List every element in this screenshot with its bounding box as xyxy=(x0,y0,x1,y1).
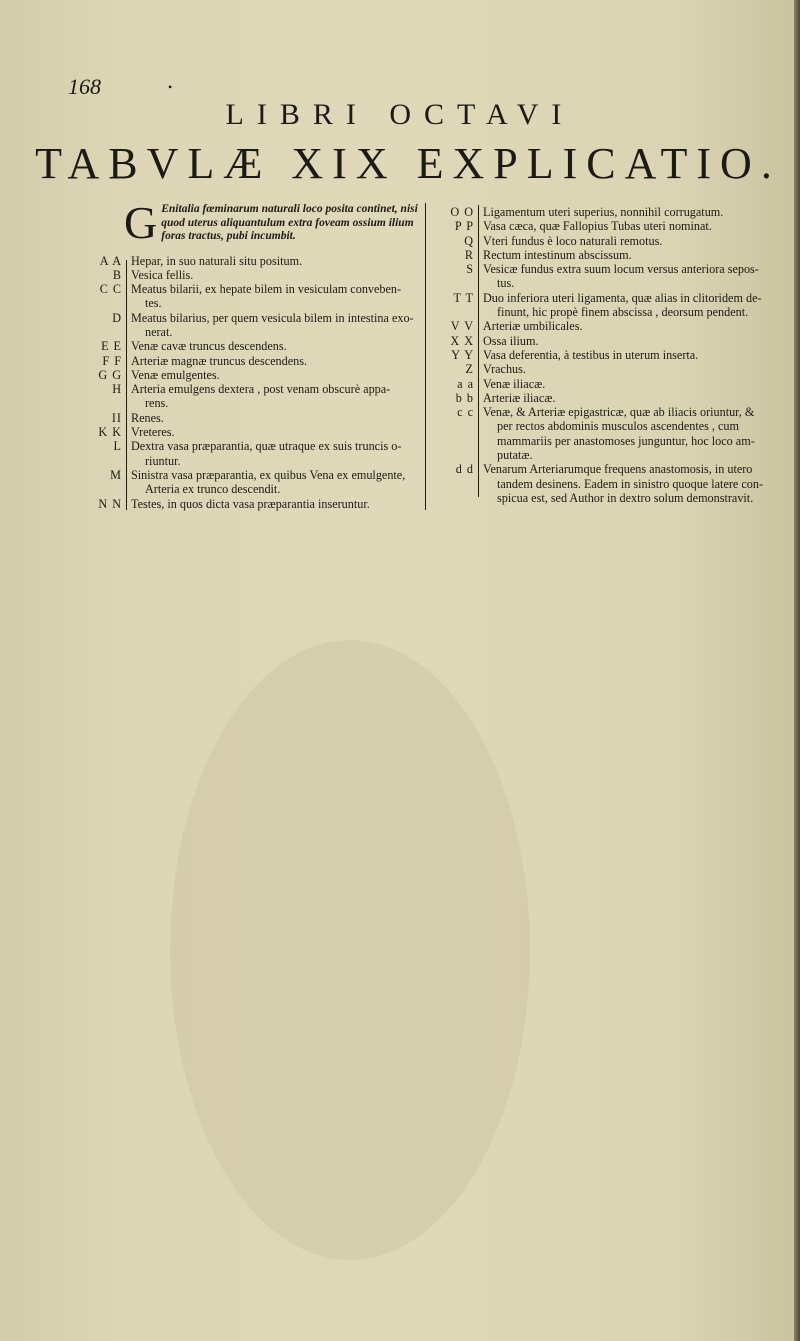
legend-entry xyxy=(432,391,772,405)
legend-key: Z xyxy=(465,362,474,377)
legend-line: Rectum intestinum abscissum. xyxy=(483,247,632,262)
legend-text xyxy=(127,354,426,368)
show-through-blot xyxy=(170,640,530,1260)
drop-cap: G xyxy=(124,197,158,248)
legend-line: Renes. xyxy=(131,410,164,425)
legend-key: T T xyxy=(453,290,474,305)
table-title: TABVLÆ XIX EXPLICATIO. xyxy=(35,139,781,188)
legend-text xyxy=(479,248,772,262)
legend-text xyxy=(127,425,426,439)
legend-line: Meatus bilarius, per quem vesicula bilem in intestina exo- xyxy=(131,310,414,325)
legend-line: Duo inferiora uteri ligamenta, quæ alias in clitoridem de- xyxy=(483,290,762,305)
legend-text xyxy=(479,462,772,505)
legend-entry xyxy=(66,354,426,368)
legend-entry xyxy=(66,254,426,268)
legend-text xyxy=(479,348,772,362)
legend-text xyxy=(127,339,426,353)
legend-line: Ligamentum uteri superius, nonnihil corrugatum. xyxy=(483,205,724,219)
legend-key: C C xyxy=(99,282,122,297)
legend-right-column xyxy=(432,205,772,505)
legend-line: rens. xyxy=(145,396,169,411)
legend-line: spicua est, sed Author in dextro solum demonstravit. xyxy=(497,490,754,505)
legend-key: N N xyxy=(98,496,122,511)
legend-key: P P xyxy=(454,219,474,234)
legend-key: G G xyxy=(98,367,122,382)
legend-line: Venæ emulgentes. xyxy=(131,367,220,382)
intro-text: Enitalia fœminarum naturali loco posita continet, nisi quod uterus aliquantulum extra foveam ossium ilium foras tractus, pubi incumbit. xyxy=(161,203,418,242)
legend-text xyxy=(127,282,426,311)
legend-entry xyxy=(432,319,772,333)
legend-entry xyxy=(66,368,426,382)
legend-line: Vasa cæca, quæ Fallopius Tubas uteri nominat. xyxy=(483,219,712,234)
legend-key: a a xyxy=(457,376,474,391)
legend-line: Venæ, & Arteriæ epigastricæ, quæ ab iliacis oriuntur, & xyxy=(483,405,755,420)
legend-left-column xyxy=(66,197,426,511)
ink-mark: • xyxy=(168,80,173,94)
book-title: LIBRI OCTAVI xyxy=(225,98,575,131)
page-edge-shadow xyxy=(794,0,800,1341)
legend-line: Arteriæ iliacæ. xyxy=(483,390,556,405)
legend-entry xyxy=(66,268,426,282)
legend-entry xyxy=(66,282,426,311)
legend-key: c c xyxy=(457,405,474,420)
legend-text xyxy=(127,254,426,268)
legend-line: Venæ cavæ truncus descendens. xyxy=(131,339,287,354)
legend-key: B xyxy=(112,267,122,282)
legend-entry xyxy=(432,377,772,391)
legend-text xyxy=(127,497,426,511)
legend-entry xyxy=(432,291,772,320)
legend-key: Q xyxy=(464,233,474,248)
legend-line: Vasa deferentia, à testibus in uterum inserta. xyxy=(483,347,699,362)
legend-text xyxy=(479,405,772,462)
legend-line: per rectos abdominis musculos ascendentes , cum xyxy=(497,419,739,434)
legend-line: Arteriæ magnæ truncus descendens. xyxy=(131,353,307,368)
legend-key: R xyxy=(464,247,474,262)
legend-entry xyxy=(432,205,772,219)
legend-entry xyxy=(432,262,772,291)
legend-key: V V xyxy=(450,319,474,334)
legend-line: finunt, hic propè finem abscissa , deorsum pendent. xyxy=(497,305,749,320)
legend-key: A A xyxy=(99,253,122,268)
legend-text xyxy=(127,311,426,340)
legend-line: Vesicæ fundus extra suum locum versus anteriora sepos- xyxy=(483,262,759,277)
legend-line: tandem desinens. Eadem in sinistro quoque latere con- xyxy=(497,476,764,491)
legend-entry xyxy=(432,334,772,348)
legend-text xyxy=(127,411,426,425)
legend-key: M xyxy=(110,467,122,482)
page-number: 168 xyxy=(68,74,101,99)
legend-entry xyxy=(66,468,426,497)
legend-key: L xyxy=(113,439,122,454)
intro-paragraph xyxy=(124,197,426,254)
legend-line: Vrachus. xyxy=(483,362,526,377)
legend-line: Sinistra vasa præparantia, ex quibus Vena ex emulgente, xyxy=(131,467,406,482)
legend-text xyxy=(479,262,772,291)
legend-key: O O xyxy=(450,205,474,219)
legend-text xyxy=(127,468,426,497)
legend-text xyxy=(127,439,426,468)
legend-line: riuntur. xyxy=(145,453,181,468)
legend-line: Dextra vasa præparantia, quæ utraque ex suis truncis o- xyxy=(131,439,402,454)
legend-entry xyxy=(66,425,426,439)
legend-line: nerat. xyxy=(145,324,173,339)
legend-line: tus. xyxy=(497,276,515,291)
legend-line: Hepar, in suo naturali situ positum. xyxy=(131,253,303,268)
legend-key: K K xyxy=(98,425,122,440)
legend-text xyxy=(479,377,772,391)
legend-key: II xyxy=(111,410,122,425)
left-legend-list xyxy=(66,254,426,511)
legend-text xyxy=(479,234,772,248)
right-legend-list xyxy=(432,205,772,505)
legend-text xyxy=(127,382,426,411)
legend-entry xyxy=(66,411,426,425)
legend-line: Venæ iliacæ. xyxy=(483,376,546,391)
legend-text xyxy=(479,291,772,320)
legend-entry xyxy=(66,497,426,511)
legend-entry xyxy=(66,439,426,468)
legend-key: F F xyxy=(102,353,122,368)
legend-line: Arteriæ umbilicales. xyxy=(483,319,583,334)
legend-entry xyxy=(432,234,772,248)
legend-entry xyxy=(432,462,772,505)
legend-text xyxy=(479,319,772,333)
legend-key: d d xyxy=(455,462,474,477)
legend-line: Ossa ilium. xyxy=(483,333,539,348)
legend-line: Vteri fundus è loco naturali remotus. xyxy=(483,233,663,248)
legend-line: mammariis per anastomoses junguntur, hoc loco am- xyxy=(497,433,755,448)
legend-line: putatæ. xyxy=(497,448,533,463)
legend-line: Testes, in quos dicta vasa præparantia inseruntur. xyxy=(131,496,370,511)
legend-key: b b xyxy=(455,390,474,405)
legend-text xyxy=(479,391,772,405)
legend-line: Arteria emulgens dextera , post venam obscurè appa- xyxy=(131,382,391,397)
legend-key: X X xyxy=(450,333,474,348)
legend-key: D xyxy=(112,310,122,325)
legend-key: Y Y xyxy=(451,347,474,362)
legend-key: S xyxy=(466,262,474,277)
legend-line: Venarum Arteriarumque frequens anastomosis, in utero xyxy=(483,462,753,477)
legend-text xyxy=(127,268,426,282)
legend-text xyxy=(479,219,772,233)
legend-text xyxy=(479,362,772,376)
legend-entry xyxy=(66,339,426,353)
legend-entry xyxy=(432,248,772,262)
legend-entry xyxy=(432,405,772,462)
legend-entry xyxy=(66,382,426,411)
legend-entry xyxy=(432,362,772,376)
legend-entry xyxy=(66,311,426,340)
legend-text xyxy=(479,205,772,219)
legend-line: Arteria ex trunco descendit. xyxy=(145,482,281,497)
legend-key: E E xyxy=(101,339,122,354)
legend-text xyxy=(127,368,426,382)
legend-line: Vesica fellis. xyxy=(131,267,194,282)
legend-line: tes. xyxy=(145,296,162,311)
legend-line: Vreteres. xyxy=(131,425,175,440)
legend-text xyxy=(479,334,772,348)
legend-entry xyxy=(432,219,772,233)
legend-line: Meatus bilarii, ex hepate bilem in vesiculam conveben- xyxy=(131,282,402,297)
legend-entry xyxy=(432,348,772,362)
legend-key: H xyxy=(112,382,122,397)
